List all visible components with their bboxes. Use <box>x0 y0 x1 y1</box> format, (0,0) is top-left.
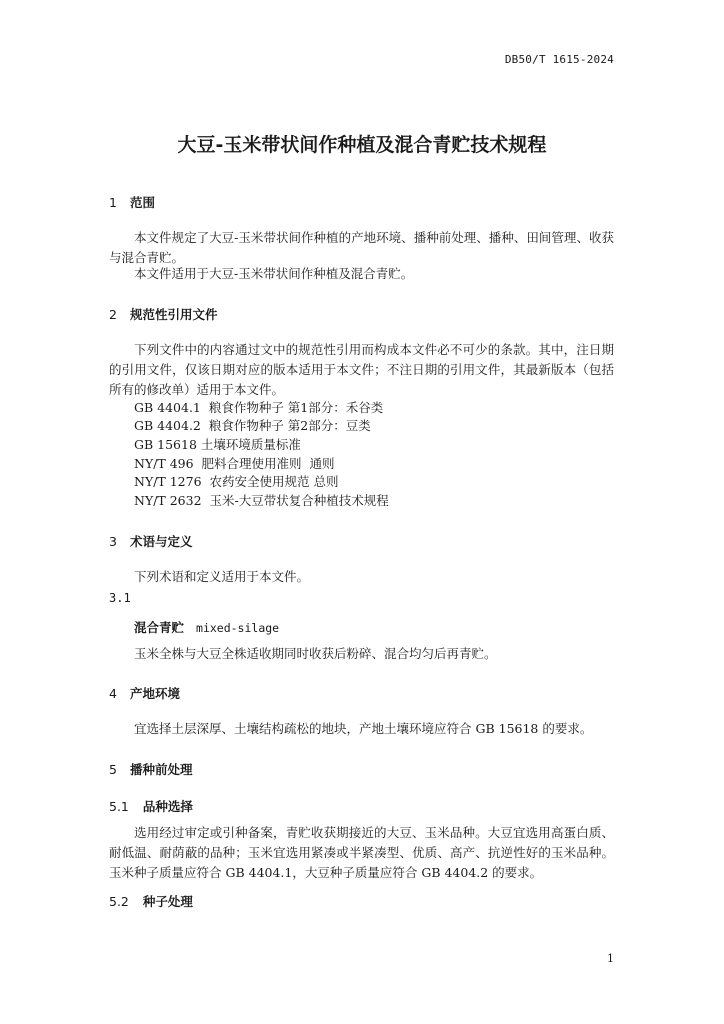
section-1-paragraph-2: 本文件适用于大豆-玉米带状间作种植及混合青贮。 <box>134 266 414 281</box>
section-title: 种子处理 <box>142 894 193 909</box>
section-2-heading <box>109 305 217 323</box>
reference-item: GB 4404.2 粮食作物种子 第2部分：豆类 <box>134 418 371 433</box>
section-1-paragraph-1: 本文件规定了大豆-玉米带状间作种植的产地环境、播种前处理、播种、田间管理、收获与混合青贮。 <box>109 230 614 265</box>
term-entry <box>134 618 279 636</box>
term-number: 3.1 <box>109 591 131 605</box>
reference-item: NY/T 2632 玉米-大豆带状复合种植技术规程 <box>134 493 389 508</box>
section-5-1-heading <box>109 797 193 815</box>
reference-item: NY/T 496 肥料合理使用准则 通则 <box>134 456 335 471</box>
section-5-heading <box>109 760 192 778</box>
section-3-paragraph-1: 下列术语和定义适用于本文件。 <box>134 569 310 584</box>
reference-item: NY/T 1276 农药安全使用规范 总则 <box>134 474 339 489</box>
document-title: 大豆-玉米带状间作种植及混合青贮技术规程 <box>177 134 547 156</box>
page-number: 1 <box>607 952 614 965</box>
section-title: 术语与定义 <box>129 534 193 549</box>
section-title: 播种前处理 <box>129 762 193 777</box>
reference-item: GB 4404.1 粮食作物种子 第1部分：禾谷类 <box>134 400 384 415</box>
document-code: DB50/T 1615-2024 <box>504 53 614 66</box>
section-2-paragraph-1: 下列文件中的内容通过文中的规范性引用而构成本文件必不可少的条款。其中，注日期的引用文件，仅该日期对应的版本适用于本文件；不注日期的引用文件，其最新版本（包括所有的修改单）适用于本文件。 <box>109 342 614 397</box>
section-4-heading <box>109 684 180 702</box>
term-english: mixed-silage <box>196 621 280 635</box>
section-number: 1 <box>109 195 117 210</box>
section-title: 规范性引用文件 <box>129 307 218 322</box>
section-5-1-paragraph-1: 选用经过审定或引种备案，青贮收获期接近的大豆、玉米品种。大豆宜选用高蛋白质、耐低温、耐荫蔽的品种；玉米宜选用紧凑或半紧凑型、优质、高产、抗逆性好的玉米品种。玉米种子质量应符合 GB 4404.1，大豆种子质量应符合 GB 4404.2 的要求。 <box>109 825 614 880</box>
term-definition: 玉米全株与大豆全株适收期同时收获后粉碎、混合均匀后再青贮。 <box>134 646 497 661</box>
reference-item: GB 15618 土壤环境质量标准 <box>134 437 301 452</box>
section-number: 5 <box>109 762 117 777</box>
section-title: 产地环境 <box>129 686 180 701</box>
section-number: 4 <box>109 686 117 701</box>
section-title: 品种选择 <box>142 799 193 814</box>
section-number: 2 <box>109 307 117 322</box>
section-number: 5.1 <box>109 799 129 814</box>
section-number: 5.2 <box>109 894 129 909</box>
section-number: 3 <box>109 534 117 549</box>
term-chinese: 混合青贮 <box>134 620 185 635</box>
section-3-heading <box>109 532 192 550</box>
section-4-paragraph-1: 宜选择土层深厚、土壤结构疏松的地块，产地土壤环境应符合 GB 15618 的要求。 <box>134 721 593 736</box>
section-1-heading <box>109 193 155 211</box>
section-title: 范围 <box>129 195 155 210</box>
section-5-2-heading <box>109 892 193 910</box>
